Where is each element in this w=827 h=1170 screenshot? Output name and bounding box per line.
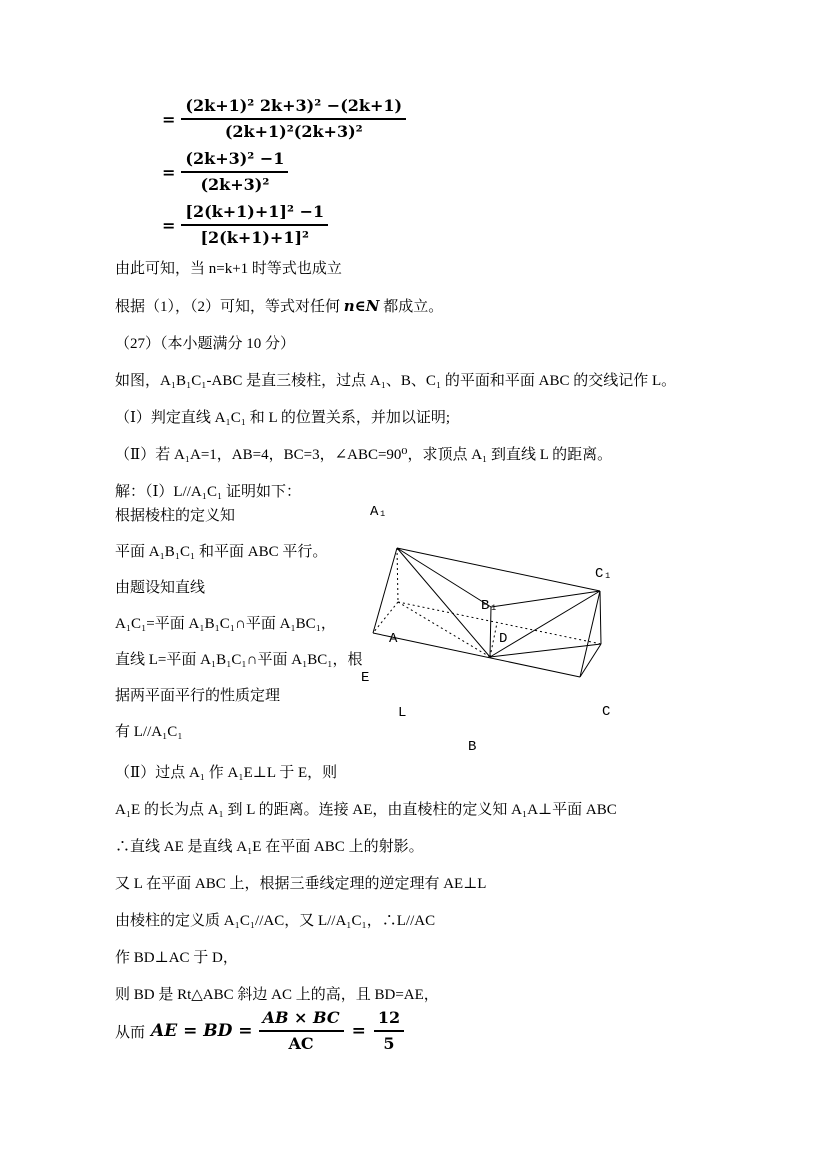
paragraph-solution-start: 解：（Ⅰ）L//A₁C₁ 证明如下： xyxy=(115,484,301,500)
paragraph-problem-statement: 如图，A₁B₁C₁-ABC 是直三棱柱，过点 A₁、B、C₁ 的平面和平面 ABC 的交线记作 L。 xyxy=(115,373,677,389)
paragraph-l-parallel-a1c1: 有 L//A₁C₁ xyxy=(115,724,183,740)
equals-sign: = xyxy=(162,109,176,129)
vertex-label-c: C xyxy=(602,704,611,720)
solution-part2-paragraphs xyxy=(115,764,617,1023)
vertex-label-a1: A₁ xyxy=(370,504,387,520)
fraction xyxy=(181,202,328,248)
equals-sign: = xyxy=(162,162,176,182)
edge-b1-c1 xyxy=(491,591,600,607)
vertex-labels xyxy=(361,504,612,755)
text-run: 都成立。 xyxy=(379,299,444,315)
numerator: [2(k+1)+1]² −1 xyxy=(181,202,328,226)
line-label-l: L xyxy=(398,705,407,721)
segment-a-e-hidden xyxy=(373,602,398,633)
formula-row-2 xyxy=(162,149,406,195)
intro-paragraphs xyxy=(115,260,676,520)
edge-c1-c xyxy=(600,591,601,644)
paragraph-part1-question: （Ⅰ）判定直线 A₁C₁ 和 L 的位置关系，并加以证明; xyxy=(115,410,450,426)
vertex-label-c1: C₁ xyxy=(595,566,612,582)
denominator: AC xyxy=(288,1034,314,1053)
text-run: 根据（1），（2）可知，等式对任何 xyxy=(115,299,344,315)
paragraph-line-a1c1: A₁C₁=平面 A₁B₁C₁∩平面 A₁BC₁， xyxy=(115,616,336,632)
edge-a1-b1 xyxy=(397,548,491,607)
paragraph-construct-bd: 作 BD⊥AC 于 D， xyxy=(115,950,238,966)
segment-c1-lend xyxy=(580,591,600,677)
edge-a1-c1 xyxy=(397,548,600,591)
paragraph-ae-projection: ∴直线 AE 是直线 A₁E 在平面 ABC 上的射影。 xyxy=(115,839,424,855)
paragraph-part2-question: （Ⅱ）若 A₁A=1，AB=4，BC=3，∠ABC=90⁰，求顶点 A₁ 到直线 L 的距离。 xyxy=(115,447,613,463)
denominator: (2k+1)²(2k+3)² xyxy=(224,122,363,141)
edge-a1-a-hidden xyxy=(397,548,398,602)
paragraph-l-parallel-ac: 由棱柱的定义质 A₁C₁//AC，又 L//A₁C₁，∴L//AC xyxy=(115,913,436,929)
segment-c-lend xyxy=(580,644,601,677)
numerator: (2k+1)² 2k+3)² −(2k+1) xyxy=(181,96,406,120)
line-l-through-e-b xyxy=(373,633,580,677)
formula-row-3 xyxy=(162,202,406,248)
equals-sign: = xyxy=(351,1021,366,1041)
numerator: 12 xyxy=(374,1008,404,1032)
paragraph-problem-number: （27）（本小题满分 10 分） xyxy=(115,336,296,352)
paragraph-bd-altitude: 则 BD 是 Rt△ABC 斜边 AC 上的高，且 BD=AE， xyxy=(115,987,439,1003)
fraction xyxy=(181,149,288,195)
vertex-label-b1: B₁ xyxy=(481,598,498,614)
paragraph-a1e-distance: A₁E 的长为点 A₁ 到 L 的距离。连接 AE，由直棱柱的定义知 A₁A⊥平面 ABC xyxy=(115,802,617,818)
paragraph-three-perpendiculars: 又 L 在平面 ABC 上，根据三垂线定理的逆定理有 AE⊥L xyxy=(115,876,487,892)
paragraph-property-theorem: 据两平面平行的性质定理 xyxy=(115,688,281,704)
paragraph-prism-def: 根据棱柱的定义知 xyxy=(115,508,236,524)
denominator: 5 xyxy=(383,1034,395,1053)
paragraph-by-hypothesis: 由题设知直线 xyxy=(115,580,206,596)
vertex-label-b: B xyxy=(468,739,477,755)
paragraph-induction-conclusion xyxy=(115,297,676,316)
final-formula-lhs: AE = BD = xyxy=(151,1021,253,1041)
denominator: [2(k+1)+1]² xyxy=(200,228,310,247)
vertex-label-e: E xyxy=(361,670,370,686)
numerator: (2k+3)² −1 xyxy=(181,149,288,173)
prism-diagram xyxy=(355,495,725,760)
formula-row-1 xyxy=(162,96,406,142)
solution-figure xyxy=(355,495,725,760)
final-formula-prefix: 从而 xyxy=(115,1024,146,1041)
final-result-formula xyxy=(115,1008,404,1054)
denominator: (2k+3)² xyxy=(200,175,270,194)
fraction-ab-bc-over-ac xyxy=(259,1008,344,1054)
math-n-in-N: n∈N xyxy=(343,297,380,315)
edge-b1-b xyxy=(490,607,491,657)
paragraph-construct-a1e: （Ⅱ）过点 A₁ 作 A₁E⊥L 于 E，则 xyxy=(115,765,338,781)
numerator: AB × BC xyxy=(259,1008,344,1032)
paragraph-line-l: 直线 L=平面 A₁B₁C₁∩平面 A₁BC₁，根 xyxy=(115,652,363,668)
perpendicular-a1-e xyxy=(373,548,397,633)
derivation-formulas xyxy=(162,96,406,255)
vertex-label-d: D xyxy=(499,631,508,647)
fraction-12-over-5 xyxy=(374,1008,404,1054)
vertex-label-a: A xyxy=(389,631,398,647)
paragraph-planes-parallel: 平面 A₁B₁C₁ 和平面 ABC 平行。 xyxy=(115,544,328,560)
paragraph-conclusion-k1: 由此可知，当 n=k+1 时等式也成立 xyxy=(115,261,342,277)
edge-a-b-hidden xyxy=(398,602,490,657)
fraction xyxy=(181,96,406,142)
equals-sign: = xyxy=(162,215,176,235)
